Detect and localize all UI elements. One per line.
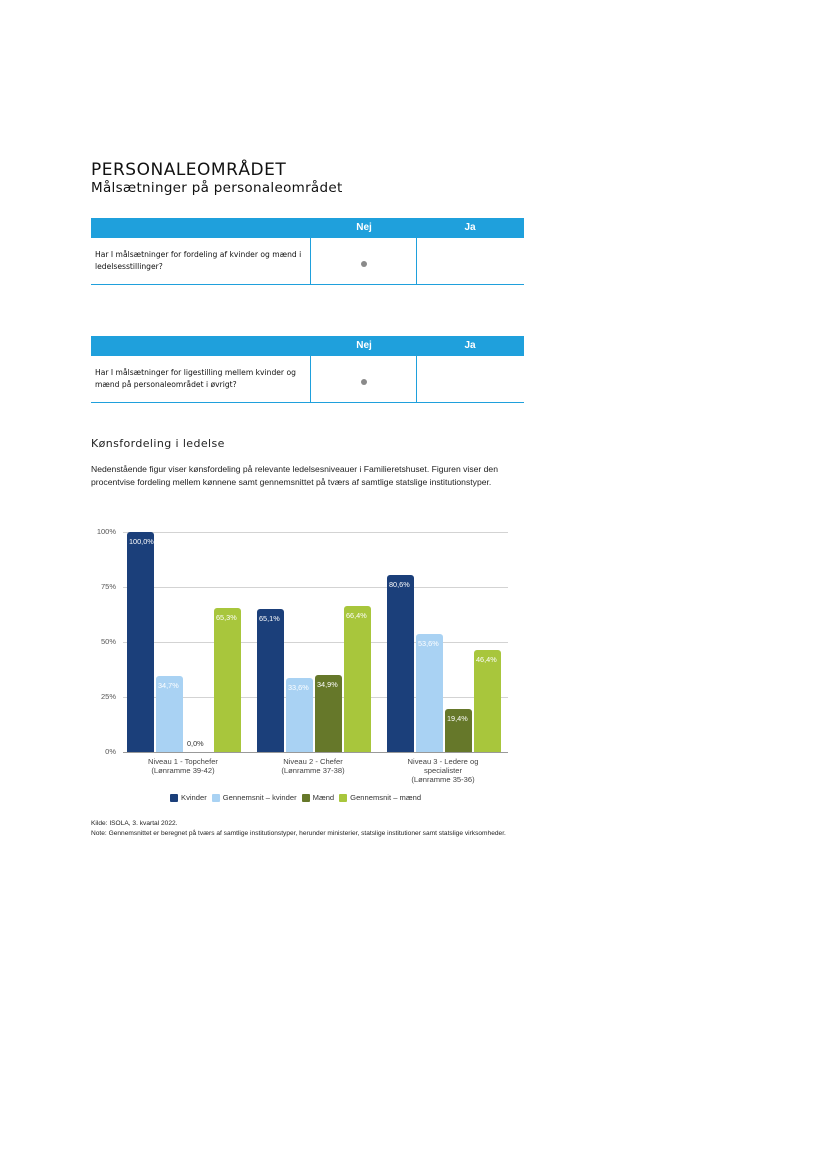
legend-label: Gennemsnit – kvinder xyxy=(222,793,297,802)
table-header xyxy=(91,336,524,356)
bar-data-label: 66,4% xyxy=(346,611,367,620)
col-ja-header: Ja xyxy=(464,340,476,351)
bar-data-label: 100,0% xyxy=(129,537,154,546)
y-tick-label: 75% xyxy=(100,582,116,591)
gridline xyxy=(123,587,508,588)
question-table-1 xyxy=(91,218,524,285)
legend-entry xyxy=(212,793,297,802)
bar-data-label: 46,4% xyxy=(476,655,497,664)
legend-entry xyxy=(170,793,207,802)
legend-entry xyxy=(339,793,421,802)
gridline xyxy=(123,532,508,533)
col-nej-header: Nej xyxy=(356,222,372,233)
question-table-2 xyxy=(91,336,524,403)
table-row xyxy=(91,238,524,285)
y-tick-label: 0% xyxy=(105,747,116,756)
section2-title: Kønsfordeling i ledelse xyxy=(91,437,225,450)
answer-nej-dot xyxy=(361,379,367,385)
answer-nej-dot xyxy=(361,261,367,267)
bar xyxy=(387,575,414,752)
source-note: Kilde: ISOLA, 3. kvartal 2022. xyxy=(91,820,178,827)
legend-swatch xyxy=(212,794,220,802)
bar xyxy=(127,532,154,752)
bar xyxy=(474,650,501,752)
x-category-label: Niveau 3 - Ledere og specialister (Lønramme 35-36) xyxy=(407,757,479,784)
legend-label: Kvinder xyxy=(181,793,207,802)
bar-data-label: 65,3% xyxy=(216,613,237,622)
legend-swatch xyxy=(302,794,310,802)
bar-data-label: 33,6% xyxy=(288,683,309,692)
col-nej-header: Nej xyxy=(356,340,372,351)
bar xyxy=(214,608,241,752)
question-text: Har I målsætninger for ligestilling mellem kvinder og mænd på personaleområdet i øvrigt? xyxy=(95,368,296,389)
section-title: PERSONALEOMRÅDET xyxy=(91,160,287,180)
x-category-label: Niveau 2 - Chefer (Lønramme 37-38) xyxy=(281,757,345,775)
legend-entry xyxy=(302,793,335,802)
column-divider xyxy=(310,238,311,284)
bar-data-label: 53,6% xyxy=(418,639,439,648)
bar-data-label: 80,6% xyxy=(389,580,410,589)
footnote: Note: Gennemsnittet er beregnet på tværs af samtlige institutionstyper, herunder ministerier, statslige institutioner samt statslige virksomheder. xyxy=(91,830,506,837)
chart-legend xyxy=(170,793,421,802)
column-divider xyxy=(416,238,417,284)
table-header xyxy=(91,218,524,238)
gridline xyxy=(123,752,508,753)
y-tick-label: 100% xyxy=(96,527,116,536)
legend-label: Mænd xyxy=(312,793,335,802)
bar xyxy=(344,606,371,752)
legend-swatch xyxy=(339,794,347,802)
bar-data-label: 34,7% xyxy=(158,681,179,690)
bar xyxy=(416,634,443,752)
section2-paragraph: Nedenstående figur viser kønsfordeling på relevante ledelsesniveauer i Familieretshuset. Figuren viser den procentvise fordeling mellem kønnene samt gennemsnittet på tværs af samtlige statslige institutionstyper. xyxy=(91,464,498,487)
x-category-label: Niveau 1 - Topchefer (Lønramme 39-42) xyxy=(148,757,218,775)
col-ja-header: Ja xyxy=(464,222,476,233)
bar xyxy=(257,609,284,752)
section-subtitle: Målsætninger på personaleområdet xyxy=(91,180,343,196)
bar-data-label: 0,0% xyxy=(187,739,204,748)
column-divider xyxy=(416,356,417,402)
question-text: Har I målsætninger for fordeling af kvinder og mænd i ledelsesstillinger? xyxy=(95,250,302,271)
bar-data-label: 34,9% xyxy=(317,680,338,689)
table-row xyxy=(91,356,524,403)
legend-swatch xyxy=(170,794,178,802)
y-tick-label: 25% xyxy=(100,692,116,701)
bar-data-label: 19,4% xyxy=(447,714,468,723)
y-tick-label: 50% xyxy=(100,637,116,646)
bar-data-label: 65,1% xyxy=(259,614,280,623)
legend-label: Gennemsnit – mænd xyxy=(350,793,422,802)
gridline xyxy=(123,642,508,643)
column-divider xyxy=(310,356,311,402)
